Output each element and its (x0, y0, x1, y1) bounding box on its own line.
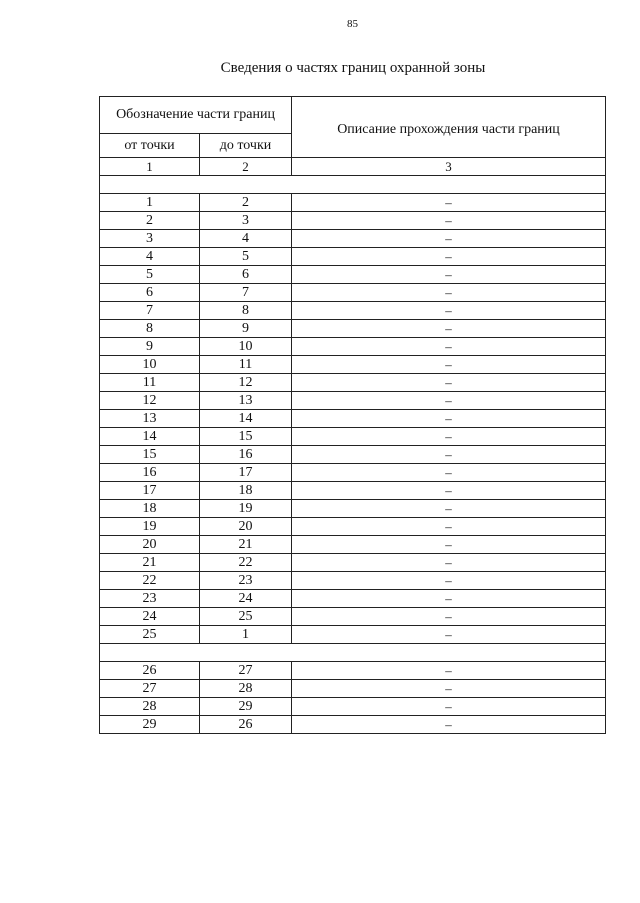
to-point-cell: 12 (200, 374, 292, 392)
table-row (100, 626, 606, 644)
table-row (100, 212, 606, 230)
description-cell: – (292, 464, 606, 482)
column-number-cell: 2 (200, 158, 292, 176)
description-cell: – (292, 608, 606, 626)
description-cell: – (292, 320, 606, 338)
from-point-cell: 15 (100, 446, 200, 464)
to-point-cell: 22 (200, 554, 292, 572)
from-point-cell: 6 (100, 284, 200, 302)
header-row (100, 97, 606, 134)
description-cell: – (292, 698, 606, 716)
description-cell: – (292, 680, 606, 698)
table-row (100, 518, 606, 536)
table-row (100, 536, 606, 554)
description-cell: – (292, 518, 606, 536)
page-number: 85 (347, 18, 358, 30)
from-point-cell: 9 (100, 338, 200, 356)
to-point-cell: 23 (200, 572, 292, 590)
to-point-cell: 5 (200, 248, 292, 266)
from-point-cell: 18 (100, 500, 200, 518)
description-cell: – (292, 338, 606, 356)
table-row (100, 554, 606, 572)
from-point-cell: 20 (100, 536, 200, 554)
description-cell: – (292, 626, 606, 644)
from-point-cell: 19 (100, 518, 200, 536)
to-point-cell: 3 (200, 212, 292, 230)
table-row (100, 284, 606, 302)
from-point-cell: 2 (100, 212, 200, 230)
to-point-cell: 24 (200, 590, 292, 608)
to-point-cell: 28 (200, 680, 292, 698)
table-row (100, 194, 606, 212)
table-row (100, 590, 606, 608)
to-point-cell: 26 (200, 716, 292, 734)
to-point-cell: 27 (200, 662, 292, 680)
from-point-cell: 5 (100, 266, 200, 284)
description-cell: – (292, 536, 606, 554)
from-point-cell: 23 (100, 590, 200, 608)
description-cell: – (292, 266, 606, 284)
from-point-cell: 7 (100, 302, 200, 320)
from-point-cell: 16 (100, 464, 200, 482)
column-number-row (100, 158, 606, 176)
description-cell: – (292, 230, 606, 248)
table-row (100, 248, 606, 266)
to-point-cell: 18 (200, 482, 292, 500)
from-point-cell: 27 (100, 680, 200, 698)
table-row (100, 716, 606, 734)
to-point-cell: 6 (200, 266, 292, 284)
description-cell: – (292, 212, 606, 230)
table-row (100, 482, 606, 500)
description-cell: – (292, 302, 606, 320)
description-cell: – (292, 446, 606, 464)
table-row (100, 266, 606, 284)
to-point-cell: 8 (200, 302, 292, 320)
to-point-cell: 14 (200, 410, 292, 428)
table-row (100, 374, 606, 392)
document-title: Сведения о частях границ охранной зоны (220, 60, 486, 76)
description-cell: – (292, 482, 606, 500)
section-separator-cell (100, 176, 606, 194)
description-cell: – (292, 374, 606, 392)
description-cell: – (292, 500, 606, 518)
from-point-cell: 29 (100, 716, 200, 734)
description-cell: – (292, 662, 606, 680)
from-point-cell: 1 (100, 194, 200, 212)
to-point-cell: 13 (200, 392, 292, 410)
to-point-cell: 29 (200, 698, 292, 716)
from-point-cell: 10 (100, 356, 200, 374)
table-row (100, 662, 606, 680)
table-row (100, 500, 606, 518)
from-point-cell: 4 (100, 248, 200, 266)
to-point-cell: 2 (200, 194, 292, 212)
description-cell: – (292, 194, 606, 212)
header-description-cell: Описание прохождения части границ (292, 97, 606, 158)
header-group-cell: Обозначение части границ (100, 97, 292, 134)
description-cell: – (292, 248, 606, 266)
from-point-cell: 13 (100, 410, 200, 428)
from-point-cell: 11 (100, 374, 200, 392)
header-to-cell: до точки (200, 134, 292, 158)
table-row (100, 302, 606, 320)
to-point-cell: 16 (200, 446, 292, 464)
section-separator-row (100, 176, 606, 194)
from-point-cell: 26 (100, 662, 200, 680)
to-point-cell: 11 (200, 356, 292, 374)
section-separator-cell (100, 644, 606, 662)
table-row (100, 392, 606, 410)
table-row (100, 608, 606, 626)
to-point-cell: 7 (200, 284, 292, 302)
description-cell: – (292, 572, 606, 590)
table-row (100, 320, 606, 338)
table-row (100, 230, 606, 248)
to-point-cell: 21 (200, 536, 292, 554)
table-row (100, 446, 606, 464)
description-cell: – (292, 428, 606, 446)
from-point-cell: 22 (100, 572, 200, 590)
description-cell: – (292, 284, 606, 302)
to-point-cell: 10 (200, 338, 292, 356)
column-number-cell: 3 (292, 158, 606, 176)
table-row (100, 410, 606, 428)
description-cell: – (292, 356, 606, 374)
from-point-cell: 3 (100, 230, 200, 248)
from-point-cell: 8 (100, 320, 200, 338)
column-number-cell: 1 (100, 158, 200, 176)
table-row (100, 338, 606, 356)
table-row (100, 464, 606, 482)
table-row (100, 428, 606, 446)
table-row (100, 698, 606, 716)
from-point-cell: 28 (100, 698, 200, 716)
table-row (100, 680, 606, 698)
boundary-parts-table (99, 96, 606, 734)
to-point-cell: 25 (200, 608, 292, 626)
to-point-cell: 15 (200, 428, 292, 446)
description-cell: – (292, 554, 606, 572)
table-row (100, 356, 606, 374)
description-cell: – (292, 716, 606, 734)
to-point-cell: 17 (200, 464, 292, 482)
from-point-cell: 17 (100, 482, 200, 500)
section-separator-row (100, 644, 606, 662)
from-point-cell: 25 (100, 626, 200, 644)
to-point-cell: 20 (200, 518, 292, 536)
description-cell: – (292, 410, 606, 428)
header-from-cell: от точки (100, 134, 200, 158)
from-point-cell: 24 (100, 608, 200, 626)
table-row (100, 572, 606, 590)
from-point-cell: 21 (100, 554, 200, 572)
to-point-cell: 9 (200, 320, 292, 338)
to-point-cell: 1 (200, 626, 292, 644)
description-cell: – (292, 392, 606, 410)
from-point-cell: 14 (100, 428, 200, 446)
to-point-cell: 4 (200, 230, 292, 248)
description-cell: – (292, 590, 606, 608)
from-point-cell: 12 (100, 392, 200, 410)
to-point-cell: 19 (200, 500, 292, 518)
